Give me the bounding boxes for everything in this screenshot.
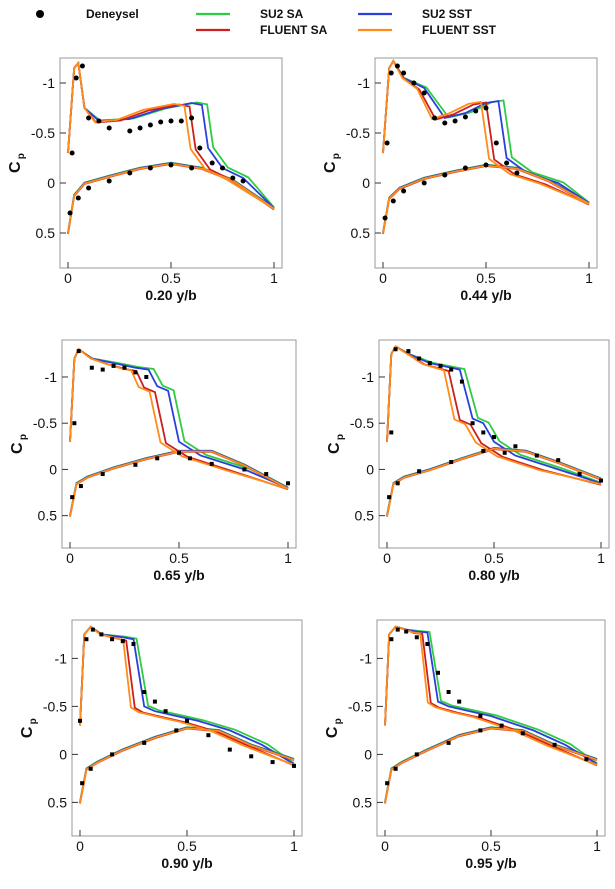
y-tick-label: -1 (357, 75, 370, 91)
x-tick-label: 0.5 (476, 270, 496, 286)
series-line-lower (68, 163, 274, 233)
exp-point-upper (91, 628, 95, 632)
exp-point-upper (121, 639, 125, 643)
exp-point-upper (504, 161, 509, 166)
x-tick-label: 1 (593, 838, 601, 854)
series-line-lower (383, 166, 589, 234)
exp-point-upper (513, 444, 517, 448)
y-tick-label: 0 (366, 461, 374, 478)
legend-label: FLUENT SST (422, 23, 496, 37)
exp-point-upper (127, 129, 132, 134)
y-tick-label: -1 (44, 368, 57, 385)
y-tick-label: -1 (42, 75, 55, 91)
exp-point-upper (72, 421, 76, 425)
chart-panel (326, 340, 609, 583)
y-tick-label: -1 (361, 368, 374, 385)
series-line-upper (80, 627, 294, 764)
exp-point-upper (101, 368, 105, 372)
exp-point-upper (228, 748, 232, 752)
series-line-upper (80, 627, 294, 764)
exp-point-lower (174, 728, 178, 732)
y-tick-label: -0.5 (349, 415, 374, 432)
exp-point-upper (80, 64, 85, 69)
exp-point-upper (158, 120, 163, 125)
legend-marker (36, 10, 44, 18)
series-line-lower (383, 165, 589, 233)
exp-point-lower (189, 166, 194, 171)
exp-point-lower (127, 171, 132, 176)
series-line-lower (383, 166, 589, 234)
exp-point-upper (90, 366, 94, 370)
exp-point-upper (395, 64, 400, 69)
series-line-lower (80, 729, 294, 804)
x-tick-label: 0 (76, 838, 84, 854)
panel-caption: 0.65 y/b (153, 567, 205, 583)
series-line-lower (70, 452, 288, 517)
exp-point-upper (449, 368, 453, 372)
series-group (78, 627, 296, 804)
exp-point-upper (164, 709, 168, 713)
exp-point-lower (101, 472, 105, 476)
exp-point-upper (514, 171, 519, 176)
exp-point-upper (241, 179, 246, 184)
y-axis-label-sub: p (335, 434, 346, 441)
series-group (70, 349, 290, 517)
legend (36, 7, 497, 37)
exp-point-upper (578, 472, 582, 476)
series-line-upper (385, 627, 597, 764)
chart-panel (7, 58, 282, 303)
legend-entry (196, 7, 304, 21)
y-axis-label: C (9, 442, 26, 454)
y-axis-label-sub: p (16, 153, 27, 160)
x-tick-label: 0.5 (169, 550, 189, 566)
exp-point-upper (442, 121, 447, 126)
exp-point-upper (432, 116, 437, 121)
exp-point-upper (206, 733, 210, 737)
exp-point-upper (74, 76, 79, 81)
x-tick-label: 1 (597, 550, 605, 566)
exp-point-upper (389, 637, 393, 641)
series-line-upper (387, 347, 601, 484)
exp-point-lower (79, 484, 83, 488)
exp-point-upper (197, 146, 202, 151)
panels (7, 58, 609, 871)
x-tick-label: 1 (290, 838, 298, 854)
exp-point-lower (142, 741, 146, 745)
exp-point-upper (439, 364, 443, 368)
exp-point-upper (406, 349, 410, 353)
exp-point-upper (210, 161, 215, 166)
chart-panel (324, 620, 605, 871)
panel-caption: 0.90 y/b (161, 855, 213, 871)
x-tick-label: 0.5 (484, 550, 504, 566)
exp-point-upper (599, 479, 603, 483)
y-tick-label: 0 (59, 746, 67, 763)
exp-point-lower (383, 216, 388, 221)
y-tick-label: 0 (47, 175, 55, 191)
x-tick-label: 1 (284, 550, 292, 566)
exp-point-lower (484, 163, 489, 168)
exp-point-upper (494, 141, 499, 146)
y-axis-label-sub: p (333, 718, 344, 725)
exp-point-upper (169, 119, 174, 124)
exp-point-lower (385, 781, 389, 785)
y-axis-label-sub: p (28, 718, 39, 725)
y-tick-label: -0.5 (30, 125, 55, 141)
exp-point-lower (478, 728, 482, 732)
legend-label: Deneysel (86, 7, 139, 21)
exp-point-upper (96, 119, 101, 124)
exp-point-upper (422, 91, 427, 96)
plot-frame (379, 340, 609, 548)
series-line-lower (387, 448, 601, 516)
y-tick-label: 0.5 (354, 507, 374, 524)
x-tick-label: 0 (379, 270, 387, 286)
series-line-lower (385, 727, 597, 802)
exp-point-lower (503, 451, 507, 455)
exp-point-upper (484, 106, 489, 111)
chart-panel (9, 340, 296, 583)
exp-point-lower (177, 451, 181, 455)
exp-point-upper (220, 166, 225, 171)
y-axis-label-sub: p (18, 434, 29, 441)
exp-point-upper (144, 375, 148, 379)
panel-caption: 0.95 y/b (465, 855, 517, 871)
exp-point-upper (123, 366, 127, 370)
y-tick-label: 0 (364, 746, 372, 763)
series-group (387, 347, 603, 517)
exp-point-upper (471, 421, 475, 425)
exp-point-upper (553, 743, 557, 747)
y-tick-label: -1 (54, 650, 67, 667)
exp-point-upper (210, 462, 214, 466)
exp-point-upper (473, 109, 478, 114)
exp-point-upper (99, 632, 103, 636)
x-tick-label: 0 (381, 838, 389, 854)
y-axis-label: C (7, 161, 24, 173)
exp-point-upper (447, 690, 451, 694)
series-line-lower (387, 449, 601, 516)
exp-point-upper (584, 757, 588, 761)
legend-entry (358, 23, 497, 37)
y-axis-label: C (19, 726, 36, 739)
exp-point-upper (411, 81, 416, 86)
exp-point-lower (422, 181, 427, 186)
exp-point-upper (396, 628, 400, 632)
series-line-lower (385, 729, 597, 804)
x-tick-label: 1 (270, 270, 278, 286)
exp-point-upper (142, 690, 146, 694)
exp-point-lower (415, 752, 419, 756)
y-axis-label: C (324, 726, 341, 739)
exp-point-lower (169, 163, 174, 168)
exp-point-lower (107, 179, 112, 184)
exp-point-lower (391, 199, 396, 204)
y-axis-label: C (326, 442, 343, 454)
exp-point-upper (492, 435, 496, 439)
exp-point-upper (389, 430, 393, 434)
exp-point-upper (428, 361, 432, 365)
exp-point-lower (449, 460, 453, 464)
series-line-lower (70, 452, 288, 517)
legend-entry (196, 23, 328, 37)
exp-point-upper (84, 637, 88, 641)
exp-point-upper (500, 724, 504, 728)
exp-point-upper (415, 635, 419, 639)
exp-point-upper (110, 637, 114, 641)
exp-point-lower (387, 495, 391, 499)
legend-label: SU2 SA (260, 7, 304, 21)
series-line-lower (80, 728, 294, 803)
exp-point-upper (179, 119, 184, 124)
exp-point-lower (442, 173, 447, 178)
exp-point-upper (185, 719, 189, 723)
series-line-upper (387, 347, 601, 485)
chart-panel (19, 620, 302, 871)
series-line-lower (70, 451, 288, 516)
exp-point-lower (401, 189, 406, 194)
exp-point-upper (264, 472, 268, 476)
series-line-lower (80, 727, 294, 802)
y-tick-label: -0.5 (42, 698, 67, 715)
exp-point-upper (535, 454, 539, 458)
exp-point-upper (70, 151, 75, 156)
series-line-upper (387, 347, 601, 485)
y-tick-label: -1 (359, 650, 372, 667)
series-line-lower (385, 728, 597, 803)
exp-point-upper (78, 719, 82, 723)
exp-point-upper (394, 347, 398, 351)
legend-entry (358, 7, 473, 21)
exp-point-lower (110, 752, 114, 756)
exp-point-upper (292, 764, 296, 768)
x-tick-label: 0 (66, 550, 74, 566)
exp-point-upper (463, 115, 468, 120)
exp-point-lower (76, 196, 81, 201)
exp-point-lower (481, 449, 485, 453)
y-tick-label: 0.5 (47, 794, 67, 811)
series-line-lower (68, 163, 274, 233)
y-tick-label: 0.5 (37, 507, 57, 524)
exp-point-upper (230, 176, 235, 181)
y-tick-label: -0.5 (347, 698, 372, 715)
x-tick-label: 0 (64, 270, 72, 286)
series-group (68, 63, 274, 234)
exp-point-upper (556, 458, 560, 462)
y-tick-label: -0.5 (345, 125, 370, 141)
exp-point-upper (453, 119, 458, 124)
legend-label: FLUENT SA (260, 23, 328, 37)
exp-point-lower (155, 456, 159, 460)
exp-point-upper (478, 714, 482, 718)
series-line-upper (385, 627, 597, 764)
x-tick-label: 0.5 (481, 838, 501, 854)
exp-point-upper (242, 467, 246, 471)
exp-point-upper (460, 380, 464, 384)
x-tick-label: 0.5 (177, 838, 197, 854)
series-group (383, 61, 589, 234)
series-line-lower (387, 448, 601, 515)
y-tick-label: -0.5 (32, 415, 57, 432)
exp-point-upper (77, 349, 81, 353)
panel-caption: 0.20 y/b (145, 287, 197, 303)
exp-point-upper (107, 126, 112, 131)
exp-point-lower (148, 166, 153, 171)
x-tick-label: 1 (585, 270, 593, 286)
series-line-upper (387, 347, 601, 483)
series-line-lower (70, 451, 288, 516)
panel-caption: 0.44 y/b (460, 287, 512, 303)
exp-point-lower (70, 495, 74, 499)
series-line-lower (383, 165, 589, 233)
y-axis-label-sub: p (331, 153, 342, 160)
exp-point-upper (425, 642, 429, 646)
legend-label: SU2 SST (422, 7, 473, 21)
y-tick-label: 0 (362, 175, 370, 191)
exp-point-upper (401, 71, 406, 76)
exp-point-lower (447, 741, 451, 745)
exp-point-lower (396, 481, 400, 485)
exp-point-upper (389, 71, 394, 76)
exp-point-lower (86, 186, 91, 191)
exp-point-lower (463, 166, 468, 171)
exp-point-upper (133, 370, 137, 374)
exp-point-upper (148, 123, 153, 128)
panel-caption: 0.80 y/b (468, 567, 520, 583)
exp-point-lower (133, 463, 137, 467)
exp-point-upper (481, 430, 485, 434)
plot-frame (62, 340, 296, 548)
exp-point-upper (436, 671, 440, 675)
x-tick-label: 0 (383, 550, 391, 566)
exp-point-lower (394, 767, 398, 771)
exp-point-lower (80, 781, 84, 785)
chart-panel (322, 58, 597, 303)
exp-point-upper (188, 456, 192, 460)
exp-point-upper (112, 364, 116, 368)
series-line-lower (385, 728, 597, 803)
exp-point-upper (404, 630, 408, 634)
exp-point-upper (138, 126, 143, 131)
exp-point-upper (132, 642, 136, 646)
exp-point-upper (286, 481, 290, 485)
y-axis-label: C (322, 161, 339, 173)
y-tick-label: 0.5 (35, 225, 55, 241)
exp-point-upper (271, 760, 275, 764)
exp-point-upper (417, 356, 421, 360)
legend-entry (36, 7, 139, 21)
series-group (385, 627, 597, 804)
exp-point-lower (68, 211, 73, 216)
exp-point-upper (457, 700, 461, 704)
exp-point-lower (417, 469, 421, 473)
exp-point-upper (521, 731, 525, 735)
y-tick-label: 0 (49, 461, 57, 478)
exp-point-upper (153, 700, 157, 704)
exp-point-lower (89, 767, 93, 771)
y-tick-label: 0.5 (352, 794, 372, 811)
exp-point-upper (385, 141, 390, 146)
x-tick-label: 0.5 (161, 270, 181, 286)
series-line-lower (387, 449, 601, 517)
exp-point-upper (86, 116, 91, 121)
series-line-lower (80, 728, 294, 803)
exp-point-upper (189, 116, 194, 121)
y-tick-label: 0.5 (350, 225, 370, 241)
exp-point-upper (249, 754, 253, 758)
